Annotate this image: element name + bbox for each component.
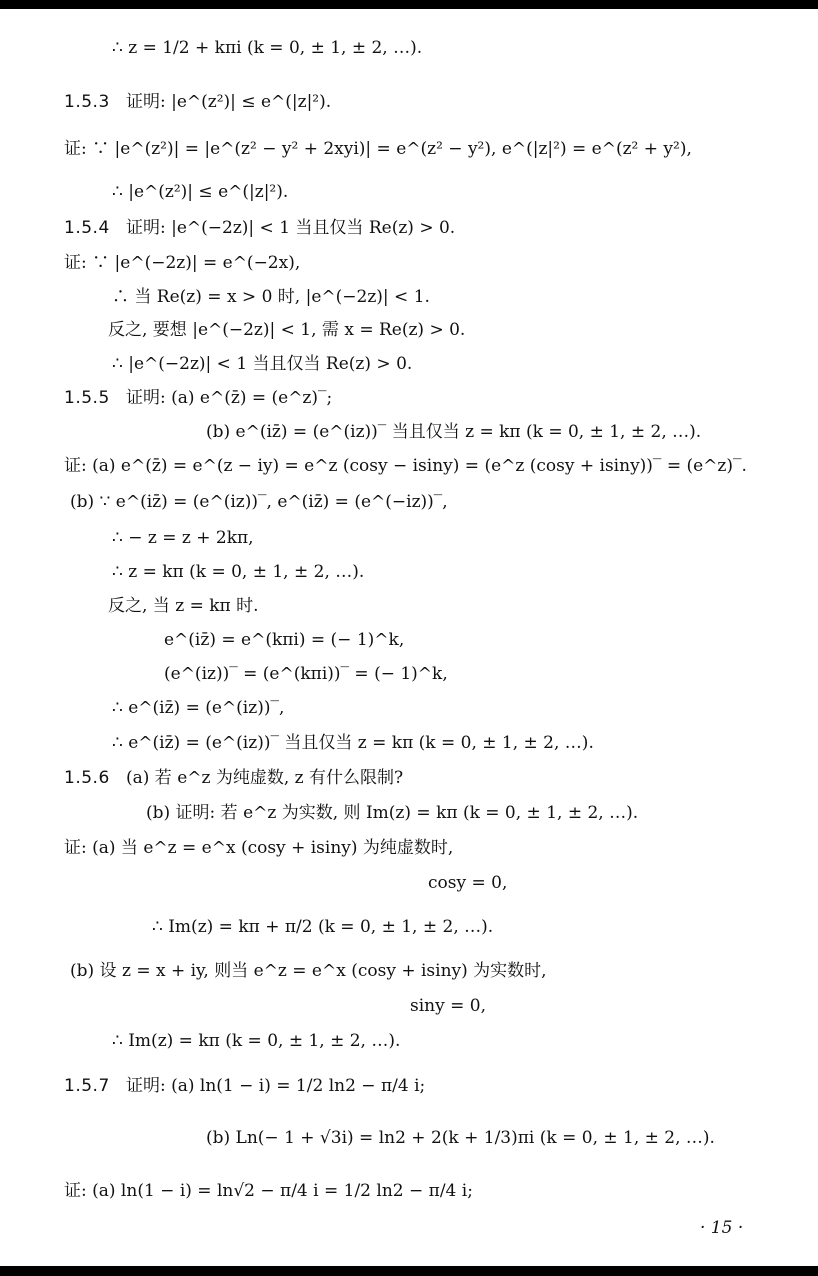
text-line-16: 反之, 当 z = kπ 时.	[108, 596, 259, 616]
problem-number: 1.5.6	[64, 768, 110, 788]
text-line-18: (e^(iz))‾ = (e^(kπi))‾ = (− 1)^k,	[164, 664, 448, 684]
text-line-14: ∴ − z = z + 2kπ,	[112, 528, 254, 548]
text-line-7: ∴ 当 Re(z) = x > 0 时, |e^(−2z)| < 1.	[112, 287, 430, 307]
problem-number: 1.5.5	[64, 388, 110, 408]
problem-number: 1.5.4	[64, 218, 110, 238]
text-line-17: e^(iz̄) = e^(kπi) = (− 1)^k,	[164, 630, 405, 650]
text-line-3: 证: ∵ |e^(z²)| = |e^(z² − y² + 2xyi)| = e^(z² − y²), e^(|z|²) = e^(z² + y²),	[64, 139, 692, 159]
text-line-28: ∴ Im(z) = kπ (k = 0, ± 1, ± 2, …).	[112, 1031, 401, 1051]
problem-number: 1.5.7	[64, 1076, 110, 1096]
text-line-22: (b) 证明: 若 e^z 为实数, 则 Im(z) = kπ (k = 0, ± 1, ± 2, …).	[146, 803, 639, 823]
text-line-27: siny = 0,	[410, 996, 486, 1016]
text-line-31: 证: (a) ln(1 − i) = ln√2 − π/4 i = 1/2 ln2 − π/4 i;	[64, 1181, 473, 1201]
problem-1-5-4: 1.5.4 证明: |e^(−2z)| < 1 当且仅当 Re(z) > 0.	[64, 218, 456, 238]
text-line-19: ∴ e^(iz̄) = (e^(iz))‾,	[112, 698, 285, 718]
problem-1-5-7: 1.5.7 证明: (a) ln(1 − i) = 1/2 ln2 − π/4 i;	[64, 1076, 426, 1096]
text-line-25: ∴ Im(z) = kπ + π/2 (k = 0, ± 1, ± 2, …).	[152, 917, 494, 937]
text-line-12: 证: (a) e^(z̄) = e^(z − iy) = e^z (cosy − isiny) = (e^z (cosy + isiny))‾ = (e^z)‾.	[64, 456, 747, 476]
text-line-4: ∴ |e^(z²)| ≤ e^(|z|²).	[112, 182, 289, 202]
bottom-border	[0, 1266, 818, 1276]
text-line-30: (b) Ln(− 1 + √3i) = ln2 + 2(k + 1/3)πi (k = 0, ± 1, ± 2, …).	[206, 1128, 715, 1148]
text-line-15: ∴ z = kπ (k = 0, ± 1, ± 2, …).	[112, 562, 365, 582]
problem-1-5-6: 1.5.6 (a) 若 e^z 为纯虚数, z 有什么限制?	[64, 768, 404, 788]
problem-1-5-5: 1.5.5 证明: (a) e^(z̄) = (e^z)‾;	[64, 388, 333, 408]
problem-1-5-3: 1.5.3 证明: |e^(z²)| ≤ e^(|z|²).	[64, 92, 332, 112]
text-line-8: 反之, 要想 |e^(−2z)| < 1, 需 x = Re(z) > 0.	[108, 320, 466, 340]
text-line-20: ∴ e^(iz̄) = (e^(iz))‾ 当且仅当 z = kπ (k = 0, ± 1, ± 2, …).	[112, 733, 594, 753]
text-line-23: 证: (a) 当 e^z = e^x (cosy + isiny) 为纯虚数时,	[64, 838, 454, 858]
text-line-1: ∴ z = 1/2 + kπi (k = 0, ± 1, ± 2, …).	[112, 38, 423, 58]
text-line-13: (b) ∵ e^(iz̄) = (e^(iz))‾, e^(iz̄) = (e^(−iz))‾,	[70, 492, 448, 512]
text-line-24: cosy = 0,	[428, 873, 508, 893]
page-number: · 15 ·	[700, 1218, 744, 1238]
text-line-26: (b) 设 z = x + iy, 则当 e^z = e^x (cosy + isiny) 为实数时,	[70, 961, 547, 981]
top-border	[0, 0, 818, 9]
text-line-9: ∴ |e^(−2z)| < 1 当且仅当 Re(z) > 0.	[112, 354, 413, 374]
text-line-11: (b) e^(iz̄) = (e^(iz))‾ 当且仅当 z = kπ (k = 0, ± 1, ± 2, …).	[206, 422, 702, 442]
text-line-6: 证: ∵ |e^(−2z)| = e^(−2x),	[64, 253, 301, 273]
problem-number: 1.5.3	[64, 92, 110, 112]
